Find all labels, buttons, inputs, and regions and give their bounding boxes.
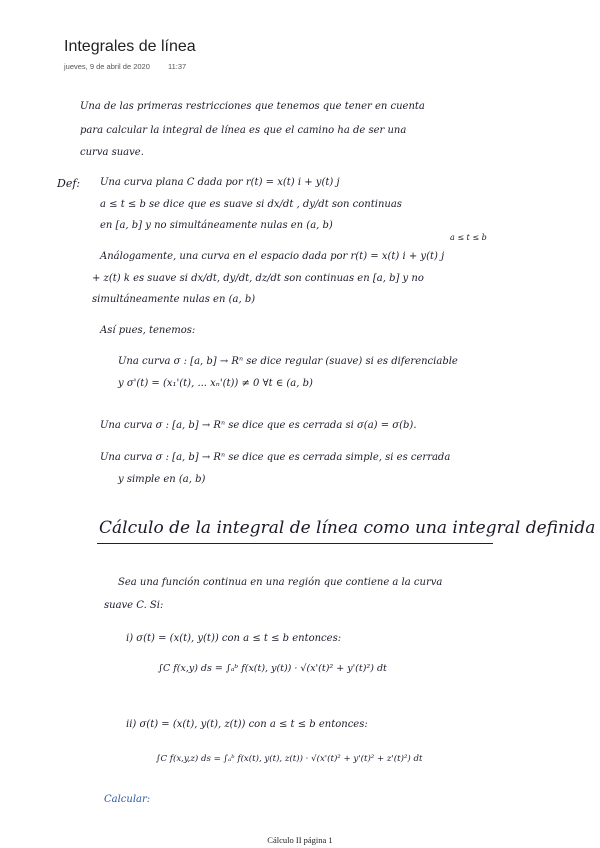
analog-line-1: Análogamente, una curva en el espacio dada por r(t) = x(t) i + y(t) j: [100, 251, 445, 262]
page-footer: Cálculo II página 1: [267, 835, 333, 845]
case-2-condition: ii) σ(t) = (x(t), y(t), z(t)) con a ≤ t ≤ b entonces:: [126, 719, 368, 730]
section-title: Cálculo de la integral de línea como una integral definida: [99, 518, 596, 538]
regular-line-1: Una curva σ : [a, b] → Rⁿ se dice regular (suave) si es diferenciable: [118, 356, 458, 367]
definition-label: Def:: [57, 177, 81, 190]
page-title: Integrales de línea: [64, 38, 196, 55]
intro-line-1: Una de las primeras restricciones que tenemos que tener en cuenta: [80, 101, 425, 112]
simple-closed-line-2: y simple en (a, b): [118, 474, 206, 485]
intro-line-2: para calcular la integral de línea es que el camino ha de ser una: [80, 125, 407, 136]
definition-line-1: Una curva plana C dada por r(t) = x(t) i + y(t) j: [100, 177, 340, 188]
definition-line-2: a ≤ t ≤ b se dice que es suave si dx/dt , dy/dt son continuas: [100, 199, 402, 210]
section-underline: [97, 543, 493, 544]
asi-pues-line: Así pues, tenemos:: [100, 325, 196, 336]
note-time: 11:37: [168, 62, 187, 71]
closed-curve-line: Una curva σ : [a, b] → Rⁿ se dice que es cerrada si σ(a) = σ(b).: [100, 420, 417, 431]
analog-line-2: + z(t) k es suave si dx/dt, dy/dt, dz/dt son continuas en [a, b] y no: [92, 273, 424, 284]
simple-closed-line-1: Una curva σ : [a, b] → Rⁿ se dice que es cerrada simple, si es cerrada: [100, 452, 451, 463]
regular-line-2: y σ'(t) = (x₁'(t), ... xₙ'(t)) ≠ 0 ∀t ∈ (a, b): [118, 378, 313, 389]
definition-line-3: en [a, b] y no simultáneamente nulas en (a, b): [100, 220, 333, 231]
case-1-formula: ∫C f(x,y) ds = ∫ₐᵇ f(x(t), y(t)) · √(x'(t)² + y'(t)²) dt: [158, 663, 387, 674]
case-1-condition: i) σ(t) = (x(t), y(t)) con a ≤ t ≤ b entonces:: [126, 633, 342, 644]
statement-line-1: Sea una función continua en una región que contiene a la curva: [118, 577, 443, 588]
case-2-formula: ∫C f(x,y,z) ds = ∫ₐᵇ f(x(t), y(t), z(t)) · √(x'(t)² + y'(t)² + z'(t)²) dt: [156, 754, 423, 764]
note-date: jueves, 9 de abril de 2020: [64, 62, 150, 71]
note-meta: [64, 62, 186, 71]
intro-line-3: curva suave.: [80, 147, 144, 158]
range-note: a ≤ t ≤ b: [450, 233, 487, 242]
analog-line-3: simultáneamente nulas en (a, b): [92, 294, 256, 305]
calcular-label: Calcular:: [104, 794, 151, 805]
statement-line-2: suave C. Si:: [104, 600, 164, 611]
